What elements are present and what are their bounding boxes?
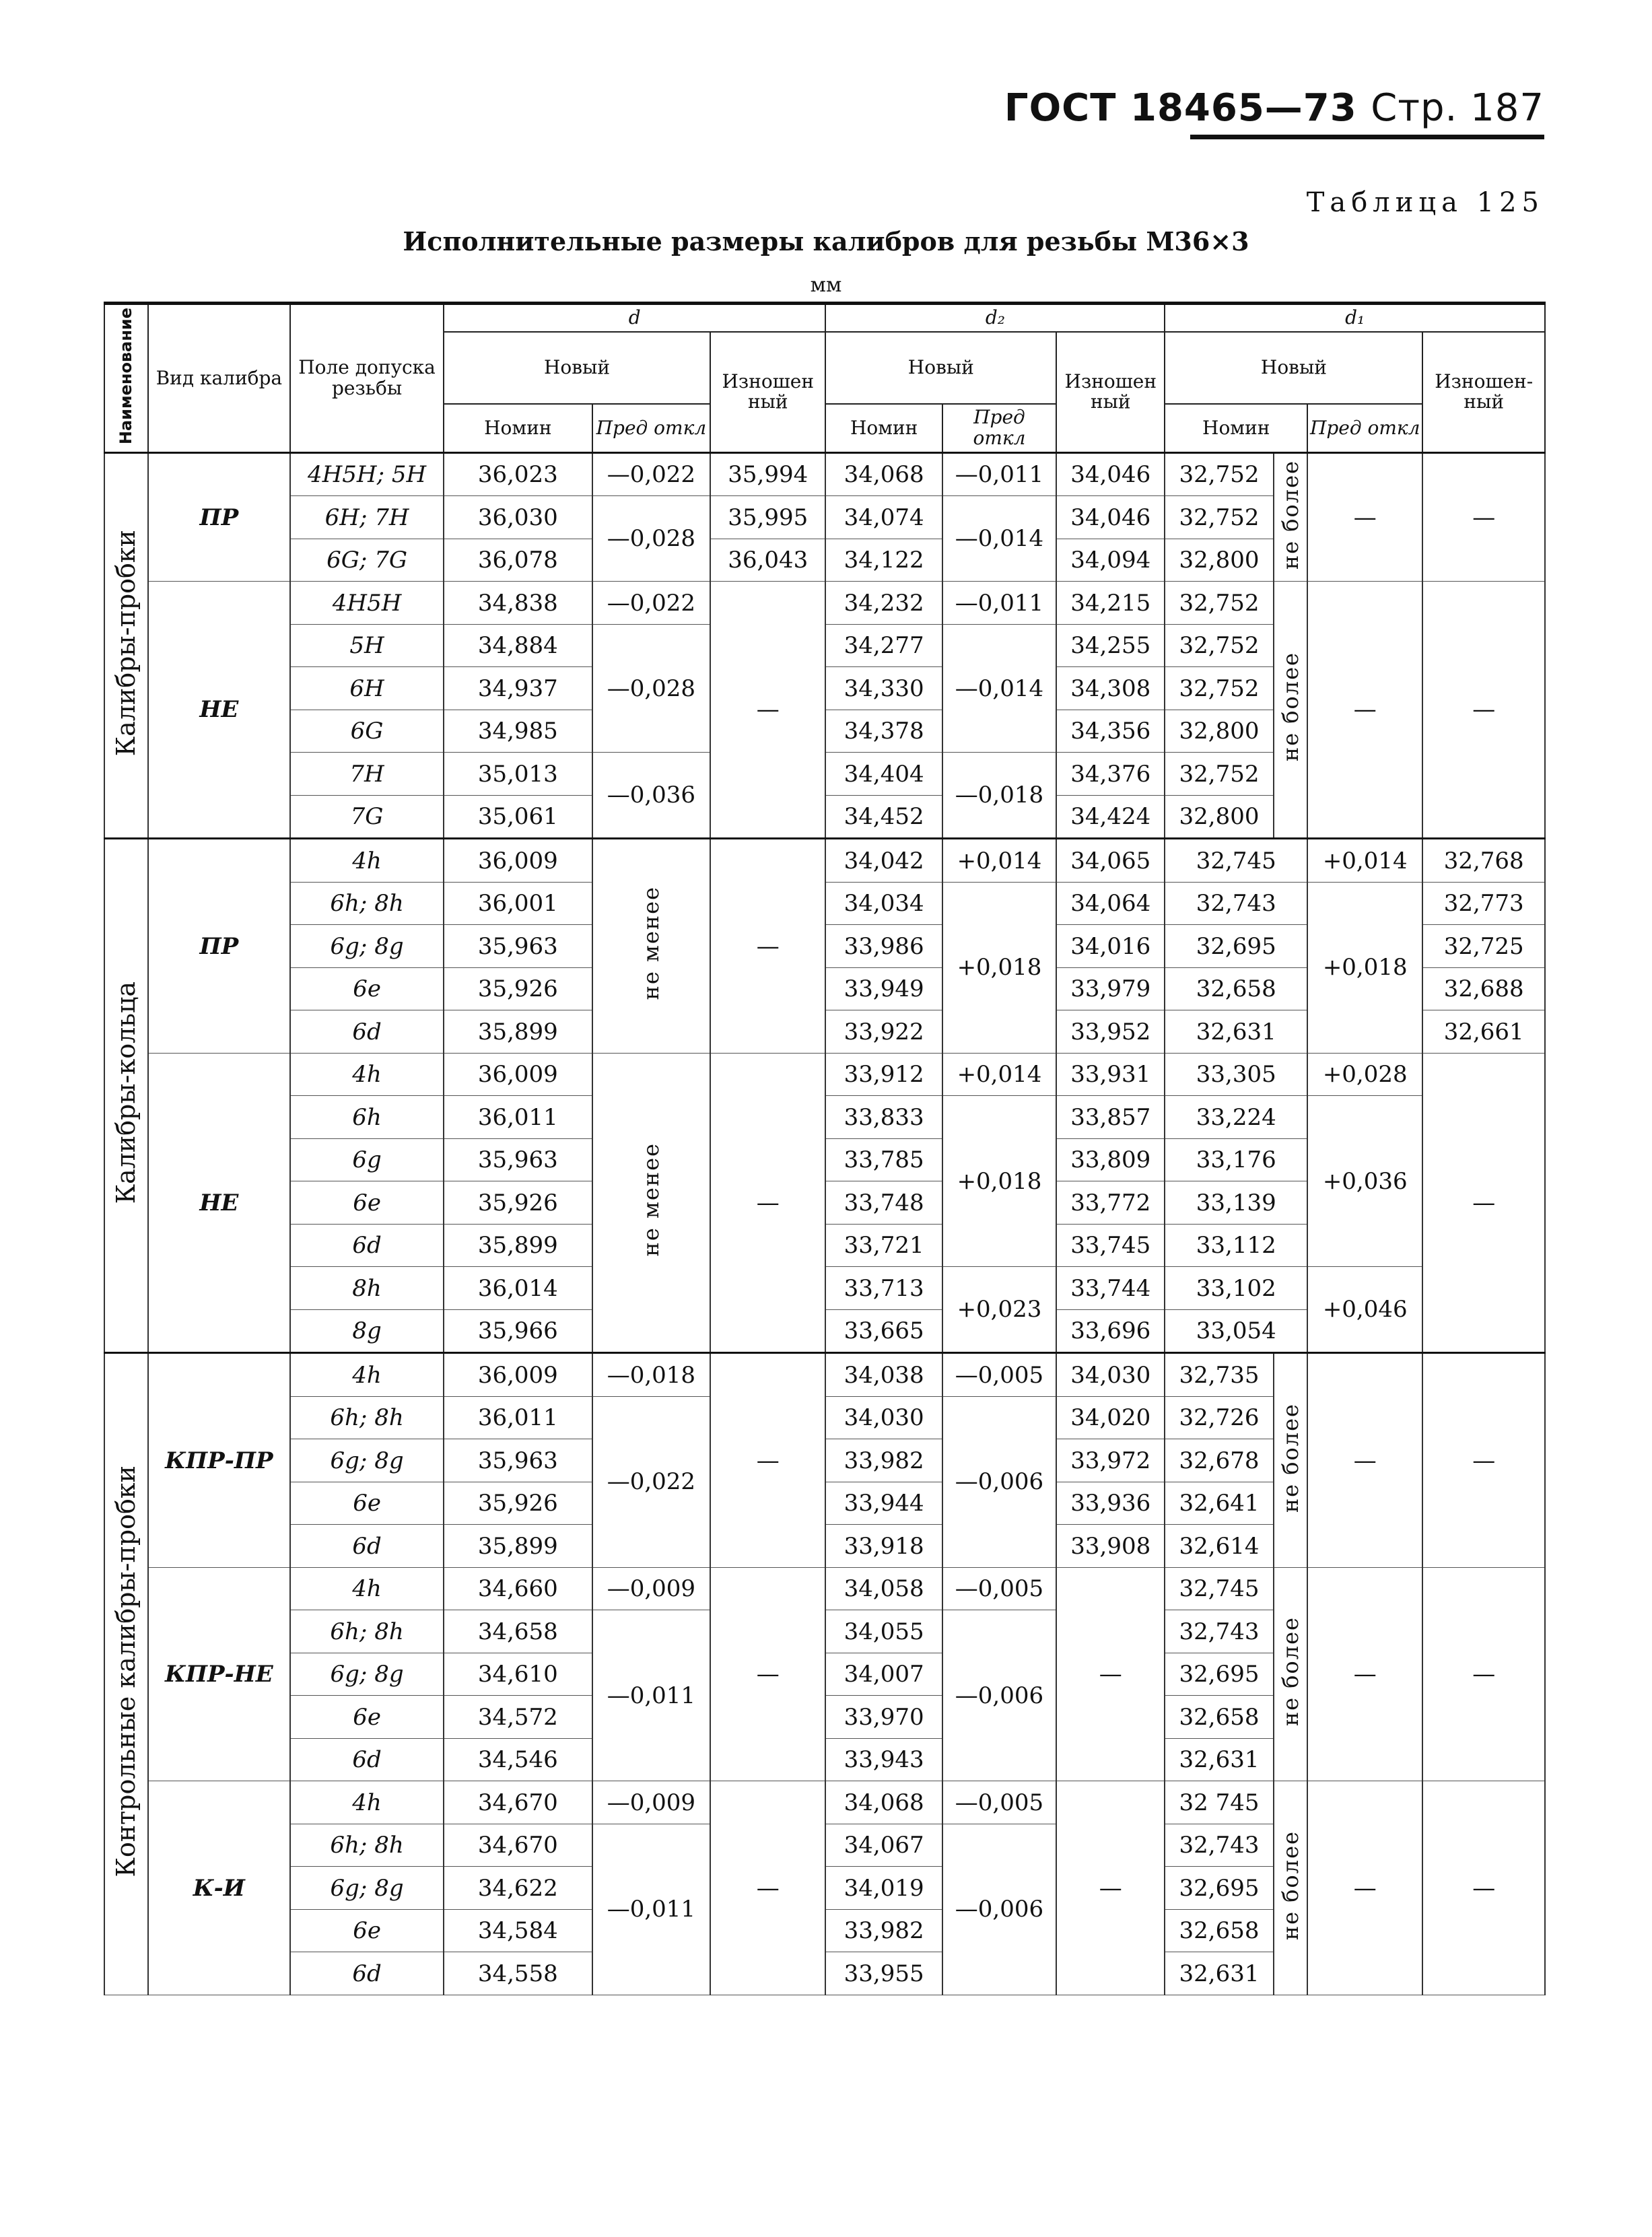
table-cell: 33,912: [825, 1053, 942, 1096]
table-cell: 32,752: [1165, 753, 1273, 796]
table-cell: 35,995: [710, 496, 825, 539]
table-cell: 6G: [290, 710, 444, 753]
table-cell: 36,009: [444, 1353, 592, 1397]
table-cell: 34,074: [825, 496, 942, 539]
table-cell: —0,006: [942, 1396, 1056, 1567]
table-cell: 33,305: [1165, 1053, 1307, 1096]
table-cell: —0,006: [942, 1610, 1056, 1781]
table-cell: —0,022: [592, 1396, 710, 1567]
table-cell: +0,018: [1307, 882, 1422, 1053]
table-cell: 34,007: [825, 1653, 942, 1696]
table-cell: 32,752: [1165, 624, 1273, 667]
table-cell: 33,970: [825, 1696, 942, 1739]
table-cell: —0,009: [592, 1567, 710, 1610]
table-cell: 33,665: [825, 1309, 942, 1353]
table-cell: 8h: [290, 1267, 444, 1310]
table-cell: —: [1056, 1781, 1165, 1995]
table-cell: 33,949: [825, 967, 942, 1010]
table-cell: 33,972: [1056, 1439, 1165, 1482]
table-cell: 34,546: [444, 1738, 592, 1781]
table-cell: 34,670: [444, 1824, 592, 1867]
table-cell: 34,277: [825, 624, 942, 667]
table-cell: 32,752: [1165, 582, 1273, 625]
table-cell: 4h: [290, 1353, 444, 1397]
table-cell: 6H: [290, 667, 444, 710]
table-cell: 33,744: [1056, 1267, 1165, 1310]
table-cell: 4h: [290, 839, 444, 883]
col-type-header: Вид калибра: [148, 304, 291, 453]
table-cell: 33,713: [825, 1267, 942, 1310]
table-cell: —0,005: [942, 1781, 1056, 1824]
table-cell: 6d: [290, 1525, 444, 1568]
table-cell: 32,695: [1165, 1867, 1273, 1910]
note-not-more: не более: [1274, 1353, 1307, 1568]
col-d2-header: d₂: [825, 304, 1165, 332]
table-cell: 35,926: [444, 1482, 592, 1525]
table-cell: 34,019: [825, 1867, 942, 1910]
table-cell: 33,944: [825, 1482, 942, 1525]
table-cell: 33,139: [1165, 1181, 1307, 1225]
table-cell: 32,695: [1165, 925, 1307, 968]
table-cell: —0,028: [592, 496, 710, 582]
table-cell: 32,768: [1422, 839, 1545, 883]
table-cell: —0,022: [592, 582, 710, 625]
table-cell: 33,176: [1165, 1138, 1307, 1181]
table-cell: 33,857: [1056, 1096, 1165, 1139]
table-cell: 35,966: [444, 1309, 592, 1353]
table-cell: —0,005: [942, 1353, 1056, 1397]
table-cell: 6h; 8h: [290, 1610, 444, 1653]
table-cell: 6e: [290, 1181, 444, 1225]
table-cell: 34,452: [825, 795, 942, 839]
table-cell: 33,936: [1056, 1482, 1165, 1525]
table-cell: +0,018: [942, 1096, 1056, 1267]
table-cell: 36,078: [444, 539, 592, 582]
table-cell: +0,036: [1307, 1096, 1422, 1267]
table-cell: 34,572: [444, 1696, 592, 1739]
table-cell: +0,018: [942, 882, 1056, 1053]
table-cell: 32,695: [1165, 1653, 1273, 1696]
table-cell: 33,833: [825, 1096, 942, 1139]
table-cell: 34,660: [444, 1567, 592, 1610]
table-cell: 4h: [290, 1781, 444, 1824]
table-cell: 32,745: [1165, 839, 1307, 883]
table-cell: 34,308: [1056, 667, 1165, 710]
table-cell: 7H: [290, 753, 444, 796]
table-cell: 32 745: [1165, 1781, 1273, 1824]
table-cell: 32,631: [1165, 1952, 1273, 1995]
table-cell: 34,065: [1056, 839, 1165, 883]
d-new-header: Новый: [444, 332, 710, 405]
table-cell: 34,356: [1056, 710, 1165, 753]
table-cell: 34,030: [1056, 1353, 1165, 1397]
d2-new-header: Новый: [825, 332, 1056, 405]
table-cell: —0,009: [592, 1781, 710, 1824]
table-cell: —: [710, 839, 825, 1054]
table-cell: 6g; 8g: [290, 1653, 444, 1696]
table-cell: 4h: [290, 1567, 444, 1610]
table-row: [104, 839, 1545, 883]
table-cell: 35,994: [710, 452, 825, 496]
table-cell: 33,982: [825, 1439, 942, 1482]
table-cell: 5H: [290, 624, 444, 667]
table-row: [104, 1353, 1545, 1397]
table-cell: 32,678: [1165, 1439, 1273, 1482]
table-cell: 36,014: [444, 1267, 592, 1310]
table-cell: 32,752: [1165, 452, 1273, 496]
table-cell: 35,061: [444, 795, 592, 839]
table-cell: 35,963: [444, 1439, 592, 1482]
table-cell: 34,884: [444, 624, 592, 667]
table-cell: 33,696: [1056, 1309, 1165, 1353]
table-cell: 34,584: [444, 1909, 592, 1952]
gauge-type: К-И: [148, 1781, 291, 1995]
table-cell: 34,094: [1056, 539, 1165, 582]
table-cell: 6g: [290, 1138, 444, 1181]
table-cell: —: [710, 1567, 825, 1781]
table-cell: 33,785: [825, 1138, 942, 1181]
table-cell: —: [1422, 1353, 1545, 1568]
table-cell: +0,046: [1307, 1267, 1422, 1353]
table-cell: 32,726: [1165, 1396, 1273, 1439]
table-cell: 32,752: [1165, 667, 1273, 710]
d2-nom-header: Номин: [825, 404, 942, 452]
table-cell: —0,018: [942, 753, 1056, 839]
note-not-more: не более: [1274, 1567, 1307, 1781]
table-cell: —: [1422, 1053, 1545, 1353]
table-cell: 35,899: [444, 1010, 592, 1054]
table-cell: 6e: [290, 967, 444, 1010]
table-cell: 34,622: [444, 1867, 592, 1910]
table-cell: 32,641: [1165, 1482, 1273, 1525]
table-cell: 32,658: [1165, 1909, 1273, 1952]
table-cell: —: [710, 582, 825, 839]
table-cell: 33,918: [825, 1525, 942, 1568]
table-cell: 32,658: [1165, 1696, 1273, 1739]
table-cell: 35,963: [444, 1138, 592, 1181]
table-row: [104, 1781, 1545, 1824]
table-cell: 34,232: [825, 582, 942, 625]
d-dev-header: Пред откл: [592, 404, 710, 452]
table-cell: —0,006: [942, 1824, 1056, 1995]
table-cell: 33,054: [1165, 1309, 1307, 1353]
table-cell: 32,688: [1422, 967, 1545, 1010]
table-cell: 33,943: [825, 1738, 942, 1781]
page-number: Стр. 187: [1371, 86, 1544, 130]
header-rule: [1190, 135, 1544, 139]
table-cell: 36,043: [710, 539, 825, 582]
table-cell: 6e: [290, 1696, 444, 1739]
table-cell: 32,745: [1165, 1567, 1273, 1610]
table-cell: 34,985: [444, 710, 592, 753]
table-cell: 32,800: [1165, 710, 1273, 753]
table-cell: 34,404: [825, 753, 942, 796]
table-cell: 6h; 8h: [290, 1396, 444, 1439]
table-cell: 33,772: [1056, 1181, 1165, 1225]
table-cell: +0,028: [1307, 1053, 1422, 1096]
table-cell: 32,658: [1165, 967, 1307, 1010]
table-cell: 35,013: [444, 753, 592, 796]
table-row: [104, 1567, 1545, 1610]
table-cell: 34,055: [825, 1610, 942, 1653]
table-cell: 34,215: [1056, 582, 1165, 625]
page-header: [1004, 86, 1544, 130]
d-worn-header: Изношен ный: [710, 332, 825, 453]
table-cell: —: [1307, 1353, 1422, 1568]
table-cell: 6e: [290, 1909, 444, 1952]
table-cell: 4H5H: [290, 582, 444, 625]
gauge-type: ПР: [148, 839, 291, 1054]
d1-new-header: Новый: [1165, 332, 1422, 405]
table-cell: 32,752: [1165, 496, 1273, 539]
table-row: [104, 1053, 1545, 1096]
table-cell: 34,122: [825, 539, 942, 582]
table-cell: —: [1422, 452, 1545, 582]
table-cell: 34,068: [825, 1781, 942, 1824]
table-cell: 34,610: [444, 1653, 592, 1696]
table-cell: 33,112: [1165, 1224, 1307, 1267]
table-cell: 34,046: [1056, 452, 1165, 496]
table-cell: 32,800: [1165, 539, 1273, 582]
table-cell: 34,016: [1056, 925, 1165, 968]
table-cell: 6G; 7G: [290, 539, 444, 582]
table-title: Исполнительные размеры калибров для резьбы М36×3: [403, 226, 1249, 256]
table-cell: —: [1307, 1781, 1422, 1995]
gauge-type: НЕ: [148, 1053, 291, 1353]
note-not-more: не более: [1274, 1781, 1307, 1995]
table-cell: —0,014: [942, 496, 1056, 582]
table-cell: 36,023: [444, 452, 592, 496]
col-name-header: Наименование: [104, 304, 148, 453]
table-cell: 36,011: [444, 1396, 592, 1439]
table-cell: 32,800: [1165, 795, 1273, 839]
table-cell: 33,748: [825, 1181, 942, 1225]
table-cell: 35,899: [444, 1525, 592, 1568]
table-cell: —0,018: [592, 1353, 710, 1397]
table-cell: 34,838: [444, 582, 592, 625]
table-cell: —: [1307, 582, 1422, 839]
table-cell: 32,614: [1165, 1525, 1273, 1568]
table-row: [104, 582, 1545, 625]
note-not-less: не менее: [592, 839, 710, 1054]
table-cell: 6g; 8g: [290, 925, 444, 968]
d1-worn-header: Изношен- ный: [1422, 332, 1545, 453]
table-cell: 32,735: [1165, 1353, 1273, 1397]
table-cell: 33,952: [1056, 1010, 1165, 1054]
table-cell: 6d: [290, 1010, 444, 1054]
table-cell: 34,020: [1056, 1396, 1165, 1439]
standard-number: ГОСТ 18465—73: [1004, 86, 1357, 130]
table-cell: 33,745: [1056, 1224, 1165, 1267]
table-cell: 33,986: [825, 925, 942, 968]
table-cell: 6h; 8h: [290, 882, 444, 925]
note-not-more: не более: [1274, 452, 1307, 582]
col-d-header: d: [444, 304, 825, 332]
table-cell: —0,011: [592, 1824, 710, 1995]
table-cell: 33,224: [1165, 1096, 1307, 1139]
table-cell: 6g; 8g: [290, 1439, 444, 1482]
table-cell: 36,009: [444, 1053, 592, 1096]
table-cell: 33,955: [825, 1952, 942, 1995]
table-cell: —: [1422, 1781, 1545, 1995]
table-cell: 34,424: [1056, 795, 1165, 839]
table-cell: 34,046: [1056, 496, 1165, 539]
note-not-less: не менее: [592, 1053, 710, 1353]
table-cell: 33,809: [1056, 1138, 1165, 1181]
table-number: Таблица 125: [1306, 187, 1544, 218]
table-cell: 35,926: [444, 967, 592, 1010]
table-cell: 6g; 8g: [290, 1867, 444, 1910]
table-cell: 34,068: [825, 452, 942, 496]
table-cell: 36,001: [444, 882, 592, 925]
table-cell: —0,036: [592, 753, 710, 839]
table-cell: 33,982: [825, 1909, 942, 1952]
gauge-table: [104, 302, 1546, 1995]
table-cell: 32,743: [1165, 1824, 1273, 1867]
table-cell: 34,658: [444, 1610, 592, 1653]
table-cell: 34,558: [444, 1952, 592, 1995]
gauge-type: КПР-НЕ: [148, 1567, 291, 1781]
table-cell: —: [1307, 452, 1422, 582]
table-cell: +0,014: [942, 1053, 1056, 1096]
table-cell: 6h: [290, 1096, 444, 1139]
table-cell: 33,721: [825, 1224, 942, 1267]
col-d1-header: d₁: [1165, 304, 1545, 332]
gauge-type: КПР-ПР: [148, 1353, 291, 1568]
table-cell: 32,743: [1165, 1610, 1273, 1653]
table-cell: 34,067: [825, 1824, 942, 1867]
table-cell: —0,028: [592, 624, 710, 753]
table-cell: 32,631: [1165, 1010, 1307, 1054]
table-cell: 34,034: [825, 882, 942, 925]
table-cell: 35,926: [444, 1181, 592, 1225]
table-cell: 8g: [290, 1309, 444, 1353]
table-cell: +0,014: [942, 839, 1056, 883]
note-not-more: не более: [1274, 582, 1307, 839]
table-cell: 32,631: [1165, 1738, 1273, 1781]
table-cell: —0,011: [942, 452, 1056, 496]
d2-worn-header: Изношен ный: [1056, 332, 1165, 453]
group-label: Калибры-кольца: [104, 839, 148, 1353]
gauge-type: НЕ: [148, 582, 291, 839]
table-cell: 6d: [290, 1224, 444, 1267]
d1-dev-header: Пред откл: [1307, 404, 1422, 452]
table-cell: 6e: [290, 1482, 444, 1525]
table-cell: —: [1422, 582, 1545, 839]
table-cell: 35,899: [444, 1224, 592, 1267]
d2-dev-header: Пред откл: [942, 404, 1056, 452]
table-cell: —: [1422, 1567, 1545, 1781]
d1-nom-header: Номин: [1165, 404, 1307, 452]
table-cell: 33,931: [1056, 1053, 1165, 1096]
table-cell: —0,011: [942, 582, 1056, 625]
table-cell: —: [710, 1053, 825, 1353]
table-cell: 6d: [290, 1738, 444, 1781]
table-cell: 4h: [290, 1053, 444, 1096]
table-cell: 36,030: [444, 496, 592, 539]
table-cell: 36,009: [444, 839, 592, 883]
table-cell: 33,922: [825, 1010, 942, 1054]
table-cell: 34,064: [1056, 882, 1165, 925]
table-cell: 34,058: [825, 1567, 942, 1610]
table-cell: 35,963: [444, 925, 592, 968]
table-cell: 32,661: [1422, 1010, 1545, 1054]
table-cell: 34,330: [825, 667, 942, 710]
table-cell: 7G: [290, 795, 444, 839]
table-cell: 32,725: [1422, 925, 1545, 968]
table-cell: 32,743: [1165, 882, 1307, 925]
table-cell: —0,011: [592, 1610, 710, 1781]
table-cell: —0,022: [592, 452, 710, 496]
units-label: мм: [810, 273, 842, 297]
table-cell: —: [1307, 1567, 1422, 1781]
table-cell: 34,255: [1056, 624, 1165, 667]
group-label: Контрольные калибры-пробки: [104, 1353, 148, 1995]
table-cell: 6H; 7H: [290, 496, 444, 539]
table-cell: 33,908: [1056, 1525, 1165, 1568]
table-cell: 33,979: [1056, 967, 1165, 1010]
col-field-header: Поле допуска резьбы: [290, 304, 444, 453]
d-nom-header: Номин: [444, 404, 592, 452]
table-cell: 34,030: [825, 1396, 942, 1439]
table-cell: 6h; 8h: [290, 1824, 444, 1867]
table-cell: 34,376: [1056, 753, 1165, 796]
table-cell: 4H5H; 5H: [290, 452, 444, 496]
table-cell: —: [710, 1353, 825, 1568]
table-cell: 34,670: [444, 1781, 592, 1824]
table-cell: 36,011: [444, 1096, 592, 1139]
table-cell: —: [710, 1781, 825, 1995]
table-cell: +0,014: [1307, 839, 1422, 883]
table-cell: 33,102: [1165, 1267, 1307, 1310]
group-label: Калибры-пробки: [104, 452, 148, 839]
table-cell: 32,773: [1422, 882, 1545, 925]
table-cell: 6d: [290, 1952, 444, 1995]
table-cell: —: [1056, 1567, 1165, 1781]
table-cell: —0,005: [942, 1567, 1056, 1610]
table-cell: 34,042: [825, 839, 942, 883]
table-cell: 34,378: [825, 710, 942, 753]
gauge-type: ПР: [148, 452, 291, 582]
table-row: [104, 452, 1545, 496]
table-cell: +0,023: [942, 1267, 1056, 1353]
table-cell: 34,937: [444, 667, 592, 710]
table-cell: 34,038: [825, 1353, 942, 1397]
table-cell: —0,014: [942, 624, 1056, 753]
